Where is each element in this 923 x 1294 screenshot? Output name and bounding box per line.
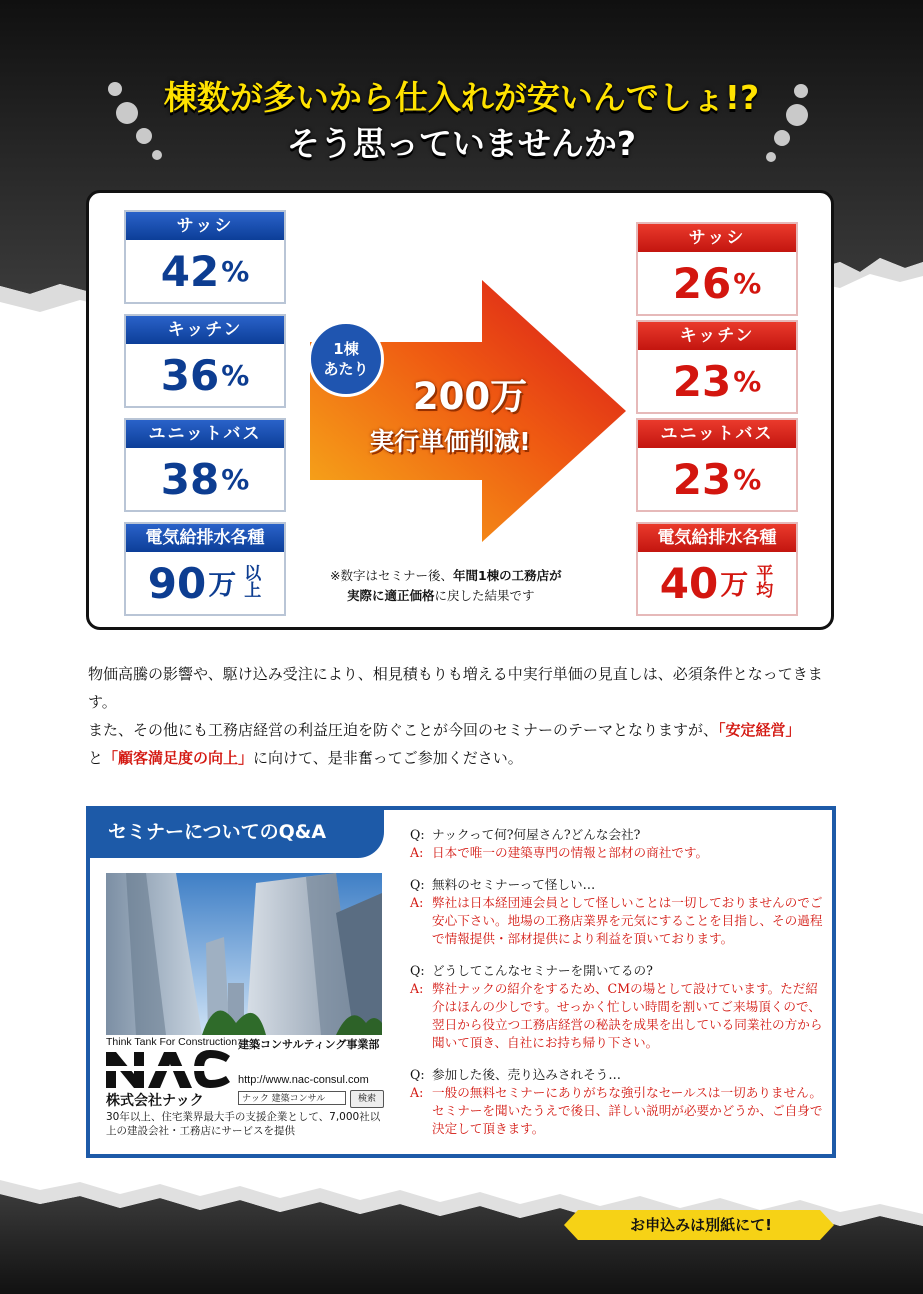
card-unit: %	[221, 358, 250, 392]
paragraph-text: また、その他にも工務店経営の利益圧迫を防ぐことが今回のセミナーのテーマとなりますが、	[88, 721, 719, 739]
before-card-kitchen	[124, 314, 286, 408]
qa-item	[410, 962, 830, 1052]
a-prefix: A:	[410, 845, 424, 860]
intro-paragraph	[88, 660, 840, 772]
before-card-electric	[124, 522, 286, 616]
card-value: 36	[160, 350, 220, 400]
card-value: 42	[160, 246, 220, 296]
reduction-text: 実行単価削減!	[369, 427, 531, 456]
badge-line1: 1棟	[333, 340, 359, 358]
after-card-electric	[636, 522, 798, 616]
company-department: 建築コンサルティング事業部	[238, 1038, 380, 1051]
disclaimer-bold: 年間1棟の工務店が	[452, 568, 562, 583]
building-photo	[106, 873, 382, 1035]
question-text: ナックって何?何屋さん?どんな会社?	[432, 827, 641, 842]
card-unit: %	[221, 254, 250, 288]
card-label: キッチン	[638, 322, 796, 350]
answer-text: 弊社ナックの紹介をするため、CMの場として設けています。ただ紹介はほんの少しです。せっかく忙しい時間を割いてご来場頂くので、翌日から役立つ工務店経営の秘訣を成果を出している同業社の方から聞いて頂き、自社にお持ち帰り下さい。	[432, 981, 823, 1050]
after-card-unitbath	[636, 418, 798, 512]
after-card-kitchen	[636, 320, 798, 414]
card-label: サッシ	[126, 212, 284, 240]
answer-text: 一般の無料セミナーにありがちな強引なセールスは一切ありません。セミナーを聞いたうえで後日、詳しい説明が必要かどうか、ご自身で決定して頂きます。	[432, 1085, 823, 1136]
card-unit: %	[221, 462, 250, 496]
q-prefix: Q:	[410, 827, 425, 842]
card-unit: %	[733, 462, 762, 496]
card-label: ユニットバス	[126, 420, 284, 448]
company-name: 株式会社ナック	[106, 1093, 204, 1109]
a-prefix: A:	[410, 1085, 424, 1100]
headline-line1: 棟数が多いから仕入れが安いんでしょ!?	[163, 78, 760, 117]
card-unit: 万	[208, 568, 237, 601]
company-tagline: Think Tank For Construction	[106, 1036, 238, 1048]
card-value: 23	[672, 454, 732, 504]
card-value: 23	[672, 356, 732, 406]
q-prefix: Q:	[410, 877, 425, 892]
search-button: 検索	[350, 1090, 384, 1108]
card-label: キッチン	[126, 316, 284, 344]
card-value: 38	[160, 454, 220, 504]
disclaimer	[330, 566, 630, 606]
qa-item	[410, 826, 830, 862]
company-url[interactable]: http://www.nac-consul.com	[238, 1074, 369, 1086]
highlight-customer-satisfaction: 「顧客満足度の向上」	[103, 749, 254, 767]
card-label: ユニットバス	[638, 420, 796, 448]
paragraph-line: 物価高騰の影響や、駆け込み受注により、相見積もりも増える中実行単価の見直しは、必須条件となってきます。	[88, 665, 823, 711]
before-card-sash	[124, 210, 286, 304]
a-prefix: A:	[410, 895, 424, 910]
answer-text: 弊社は日本経団連会員として怪しいことは一切しておりませんのでご安心下さい。地場の工務店業界を元気にすることを目指し、その過程で情報提供・部材提供により利益を頂いております。	[432, 895, 823, 946]
after-card-sash	[636, 222, 798, 316]
card-unit: %	[733, 364, 762, 398]
qa-item	[410, 1066, 830, 1138]
card-value: 26	[672, 258, 732, 308]
qa-list	[410, 826, 830, 1152]
card-value: 90	[147, 558, 207, 608]
card-note: 以上	[244, 564, 262, 601]
card-note: 平均	[756, 564, 774, 601]
disclaimer-text: ※数字はセミナー後、	[330, 568, 453, 583]
paragraph-text: に向けて、是非奮ってご参加ください。	[253, 749, 523, 767]
qa-title: セミナーについてのQ&A	[86, 806, 384, 858]
headline-line2: そう思っていませんか?	[286, 124, 637, 163]
disclaimer-bold: 実際に適正価格	[347, 588, 435, 603]
card-unit: 万	[720, 568, 749, 601]
before-card-unitbath	[124, 418, 286, 512]
search-input: ナック 建築コンサル	[238, 1091, 346, 1105]
apply-note: お申込みは別紙にて!	[630, 1216, 772, 1234]
badge-line2: あたり	[323, 360, 369, 378]
card-label: 電気給排水各種	[126, 524, 284, 552]
card-value: 40	[659, 558, 719, 608]
answer-text: 日本で唯一の建築専門の情報と部材の商社です。	[432, 845, 709, 860]
nac-logo	[104, 1048, 232, 1090]
qa-item	[410, 876, 830, 948]
question-text: 参加した後、売り込みされそう…	[432, 1067, 621, 1082]
question-text: 無料のセミナーって怪しい…	[432, 877, 596, 892]
question-text: どうしてこんなセミナーを開いてるの?	[432, 963, 653, 978]
highlight-stable-management: 「安定経営」	[718, 721, 801, 739]
q-prefix: Q:	[410, 963, 425, 978]
card-unit: %	[733, 266, 762, 300]
reduction-amount: 200万	[412, 375, 528, 418]
card-label: サッシ	[638, 224, 796, 252]
disclaimer-text: に戻した結果です	[434, 588, 535, 603]
q-prefix: Q:	[410, 1067, 425, 1082]
company-description: 30年以上、住宅業界最大手の支援企業として、7,000社以上の建設会社・工務店にサービスを提供	[106, 1111, 381, 1137]
paragraph-text: と	[88, 749, 104, 767]
a-prefix: A:	[410, 981, 424, 996]
card-label: 電気給排水各種	[638, 524, 796, 552]
